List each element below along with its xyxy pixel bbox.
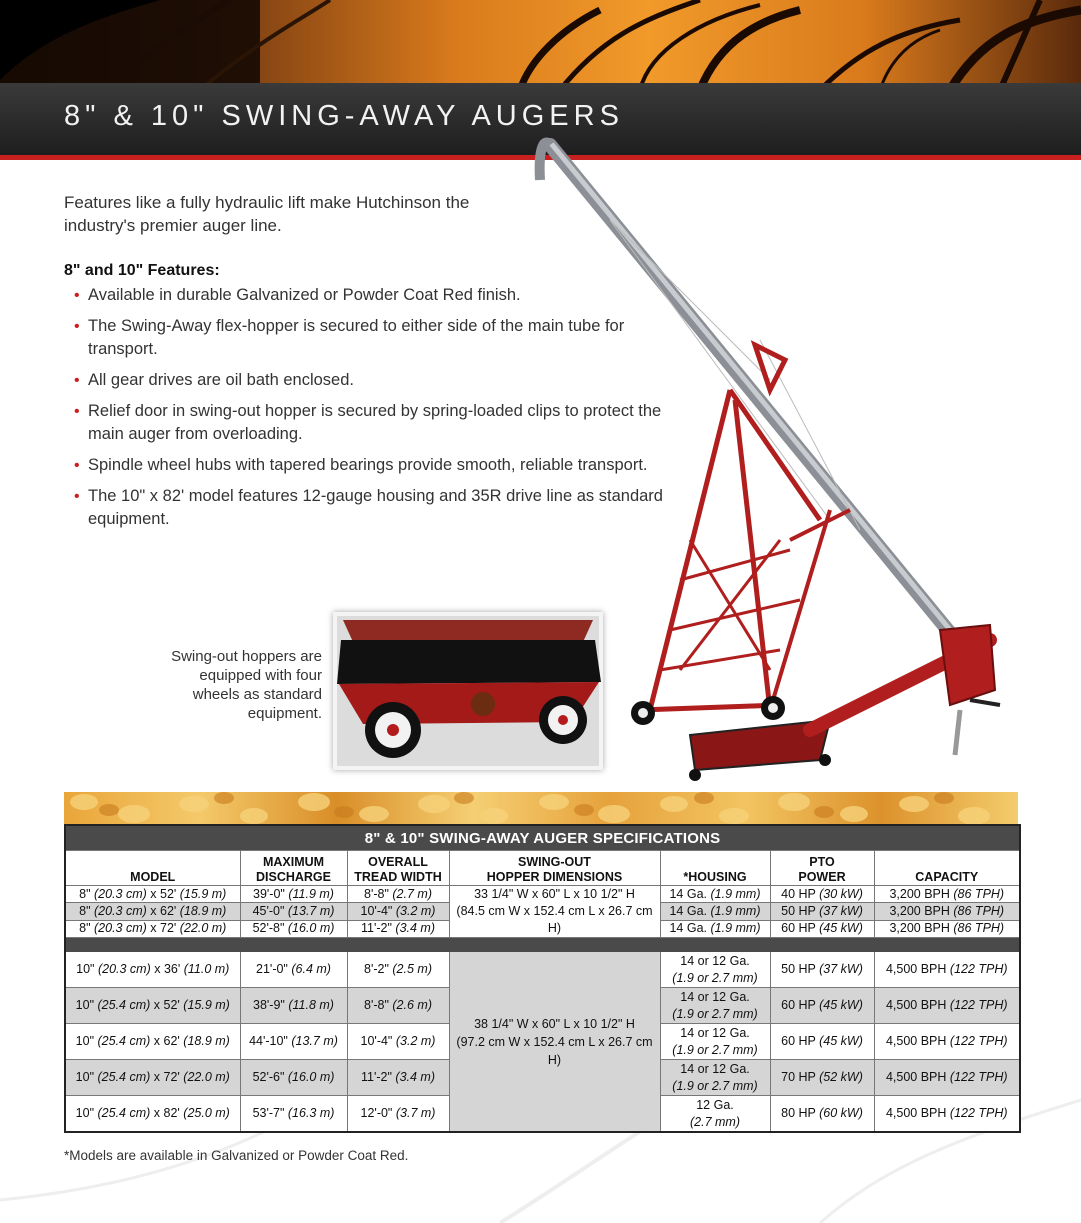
corn-kernel-image <box>64 792 1018 824</box>
table-row: 10" (25.4 cm) x 52' (15.9 m) 38'-9" (11.8 m) 8'-8" (2.6 m) 14 or 12 Ga. (1.9 or 2.7 mm) 60 HP (45 kW) 4,500 BPH (122 TPH) <box>65 988 1020 1024</box>
table-separator <box>65 938 1020 952</box>
features-heading: 8" and 10" Features: <box>64 262 220 279</box>
col-header-model: MODEL <box>65 851 240 886</box>
table-row: 10" (25.4 cm) x 82' (25.0 m) 53'-7" (16.3 m) 12'-0" (3.7 m) 12 Ga. (2.7 mm) 80 HP (60 kW) 4,500 BPH (122 TPH) <box>65 1096 1020 1133</box>
feature-item: • Spindle wheel hubs with tapered bearings provide smooth, reliable transport. <box>74 454 684 477</box>
photo-caption: Swing-out hoppers are equipped with four wheels as standard equipment. <box>171 648 322 722</box>
hopper-photo <box>333 612 603 770</box>
bullet-icon: • <box>74 287 80 304</box>
bullet-icon: • <box>74 318 80 335</box>
feature-item: • The 10" x 82' model features 12-gauge housing and 35R drive line as standard equipment. <box>74 487 663 528</box>
table-row: 8" (20.3 cm) x 62' (18.9 m) 45'-0" (13.7 m) 10'-4" (3.2 m) 14 Ga. (1.9 mm) 50 HP (37 kW) 3,200 BPH (86 TPH) <box>65 903 1020 920</box>
table-row: 10" (25.4 cm) x 72' (22.0 m) 52'-6" (16.0 m) 11'-2" (3.4 m) 14 or 12 Ga. (1.9 or 2.7 mm) 70 HP (52 kW) 4,500 BPH (122 TPH) <box>65 1060 1020 1096</box>
table-title: 8" & 10" SWING-AWAY AUGER SPECIFICATIONS <box>65 825 1020 851</box>
bullet-icon: • <box>74 403 80 420</box>
intro-paragraph: Features like a fully hydraulic lift make Hutchinson the industry's premier auger line. <box>64 193 470 235</box>
bullet-icon: • <box>74 457 80 474</box>
col-header-hopper: SWING-OUT HOPPER DIMENSIONS <box>449 851 660 886</box>
table-row: 8" (20.3 cm) x 72' (22.0 m) 52'-8" (16.0 m) 11'-2" (3.4 m) 14 Ga. (1.9 mm) 60 HP (45 kW) 3,200 BPH (86 TPH) <box>65 920 1020 937</box>
hopper-dimensions-10: 38 1/4" W x 60" L x 10 1/2" H (97.2 cm W x 152.4 cm L x 26.7 cm H) <box>449 952 660 1133</box>
col-header-capacity: CAPACITY <box>874 851 1020 886</box>
feature-item: • Relief door in swing-out hopper is secured by spring-loaded clips to protect the main auger from overloading. <box>74 402 662 443</box>
bullet-icon: • <box>74 372 80 389</box>
specifications-table <box>64 824 1021 1133</box>
table-header-row <box>65 851 1020 886</box>
table-row: 10" (25.4 cm) x 62' (18.9 m) 44'-10" (13.7 m) 10'-4" (3.2 m) 14 or 12 Ga. (1.9 or 2.7 mm) 60 HP (45 kW) 4,500 BPH (122 TPH) <box>65 1024 1020 1060</box>
table-row: 10" (20.3 cm) x 36' (11.0 m) 21'-0" (6.4 m) 8'-2" (2.5 m) 38 1/4" W x 60" L x 10 1/2" H (97.2 cm W x 152.4 cm L x 26.7 cm H) 14 or 12 Ga. (1.9 or 2.7 mm) 50 HP (37 kW) 4,500 BPH (122 TPH) <box>65 952 1020 988</box>
bullet-icon: • <box>74 488 80 505</box>
col-header-tread: OVERALL TREAD WIDTH <box>347 851 449 886</box>
col-header-pto: PTO POWER <box>770 851 874 886</box>
hopper-image <box>333 612 603 770</box>
page-title: 8" & 10" SWING-AWAY AUGERS <box>64 100 624 132</box>
table-row: 8" (20.3 cm) x 52' (15.9 m) 39'-0" (11.9 m) 8'-8" (2.7 m) 33 1/4" W x 60" L x 10 1/2" H (84.5 cm W x 152.4 cm L x 26.7 cm H) 14 Ga. (1.9 mm) 40 HP (30 kW) 3,200 BPH (86 TPH) <box>65 886 1020 903</box>
feature-item: • The Swing-Away flex-hopper is secured to either side of the main tube for transport. <box>74 317 625 358</box>
feature-item: • Available in durable Galvanized or Powder Coat Red finish. <box>74 284 684 307</box>
hopper-dimensions-8: 33 1/4" W x 60" L x 10 1/2" H (84.5 cm W x 152.4 cm L x 26.7 cm H) <box>449 886 660 938</box>
auger-illustration <box>530 130 1030 790</box>
table-footnote: *Models are available in Galvanized or Powder Coat Red. <box>64 1148 409 1163</box>
col-header-discharge: MAXIMUM DISCHARGE <box>240 851 347 886</box>
col-header-housing: *HOUSING <box>660 851 770 886</box>
feature-item: • All gear drives are oil bath enclosed. <box>74 369 684 392</box>
